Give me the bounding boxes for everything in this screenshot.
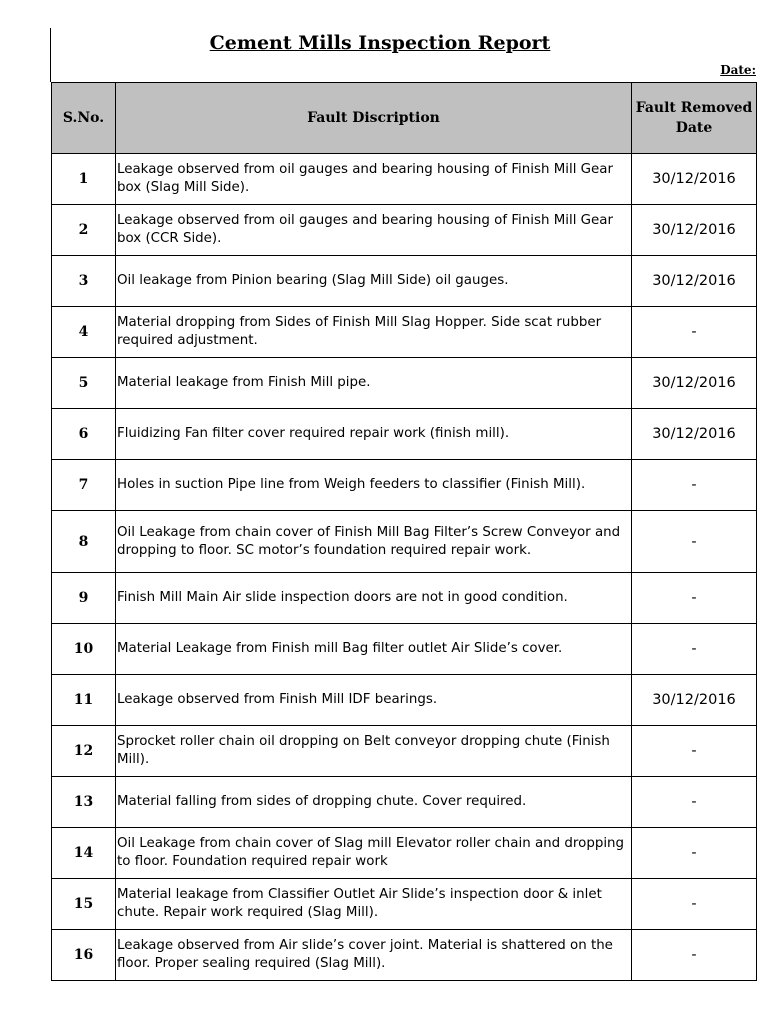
row-removed-date: - [632,828,757,879]
row-removed-date: 30/12/2016 [632,409,757,460]
row-sno: 1 [52,154,116,205]
table-row [52,256,757,307]
date-label: Date: [720,63,756,77]
row-description: Material falling from sides of dropping chute. Cover required. [116,777,632,828]
report-title: Cement Mills Inspection Report [209,32,551,54]
row-description: Oil Leakage from chain cover of Finish Mill Bag Filter’s Screw Conveyor and dropping to floor. SC motor’s foundation required repair work. [116,511,632,573]
table-row [52,205,757,256]
row-removed-date: 30/12/2016 [632,256,757,307]
row-description: Finish Mill Main Air slide inspection doors are not in good condition. [116,573,632,624]
row-description: Material dropping from Sides of Finish Mill Slag Hopper. Side scat rubber required adjustment. [116,307,632,358]
row-sno: 3 [52,256,116,307]
row-description: Material leakage from Finish Mill pipe. [116,358,632,409]
header-removed-date: Fault Removed Date [632,83,757,154]
row-removed-date: 30/12/2016 [632,154,757,205]
table-row [52,777,757,828]
table-row [52,409,757,460]
row-description: Sprocket roller chain oil dropping on Belt conveyor dropping chute (Finish Mill). [116,726,632,777]
row-description: Leakage observed from oil gauges and bearing housing of Finish Mill Gear box (CCR Side). [116,205,632,256]
row-description: Leakage observed from Air slide’s cover joint. Material is shattered on the floor. Proper sealing required (Slag Mill). [116,930,632,981]
row-sno: 13 [52,777,116,828]
row-sno: 8 [52,511,116,573]
row-sno: 12 [52,726,116,777]
row-description: Fluidizing Fan filter cover required repair work (finish mill). [116,409,632,460]
row-description: Oil Leakage from chain cover of Slag mill Elevator roller chain and dropping to floor. Foundation required repair work [116,828,632,879]
header-sno: S.No. [52,83,116,154]
row-sno: 7 [52,460,116,511]
row-sno: 10 [52,624,116,675]
row-sno: 9 [52,573,116,624]
table-row [52,573,757,624]
row-sno: 2 [52,205,116,256]
row-description: Leakage observed from oil gauges and bearing housing of Finish Mill Gear box (Slag Mill Side). [116,154,632,205]
row-removed-date: - [632,777,757,828]
row-removed-date: 30/12/2016 [632,675,757,726]
row-sno: 4 [52,307,116,358]
table-row [52,828,757,879]
row-removed-date: - [632,511,757,573]
table-row [52,930,757,981]
row-sno: 11 [52,675,116,726]
row-removed-date: - [632,460,757,511]
header-description: Fault Discription [116,83,632,154]
table-row [52,460,757,511]
table-row [52,624,757,675]
row-removed-date: 30/12/2016 [632,358,757,409]
row-removed-date: - [632,930,757,981]
row-removed-date: 30/12/2016 [632,205,757,256]
row-description: Oil leakage from Pinion bearing (Slag Mill Side) oil gauges. [116,256,632,307]
row-sno: 15 [52,879,116,930]
row-sno: 16 [52,930,116,981]
row-description: Holes in suction Pipe line from Weigh feeders to classifier (Finish Mill). [116,460,632,511]
row-removed-date: - [632,573,757,624]
header-row [52,83,757,154]
row-description: Material leakage from Classifier Outlet Air Slide’s inspection door & inlet chute. Repair work required (Slag Mill). [116,879,632,930]
inspection-table [51,82,757,981]
table-row [52,154,757,205]
table-row [52,879,757,930]
row-removed-date: - [632,879,757,930]
row-removed-date: - [632,726,757,777]
table-row [52,307,757,358]
row-removed-date: - [632,624,757,675]
table-row [52,511,757,573]
row-sno: 14 [52,828,116,879]
table-row [52,726,757,777]
row-removed-date: - [632,307,757,358]
table-row [52,675,757,726]
row-sno: 6 [52,409,116,460]
table-row [52,358,757,409]
row-description: Leakage observed from Finish Mill IDF bearings. [116,675,632,726]
row-description: Material Leakage from Finish mill Bag filter outlet Air Slide’s cover. [116,624,632,675]
row-sno: 5 [52,358,116,409]
